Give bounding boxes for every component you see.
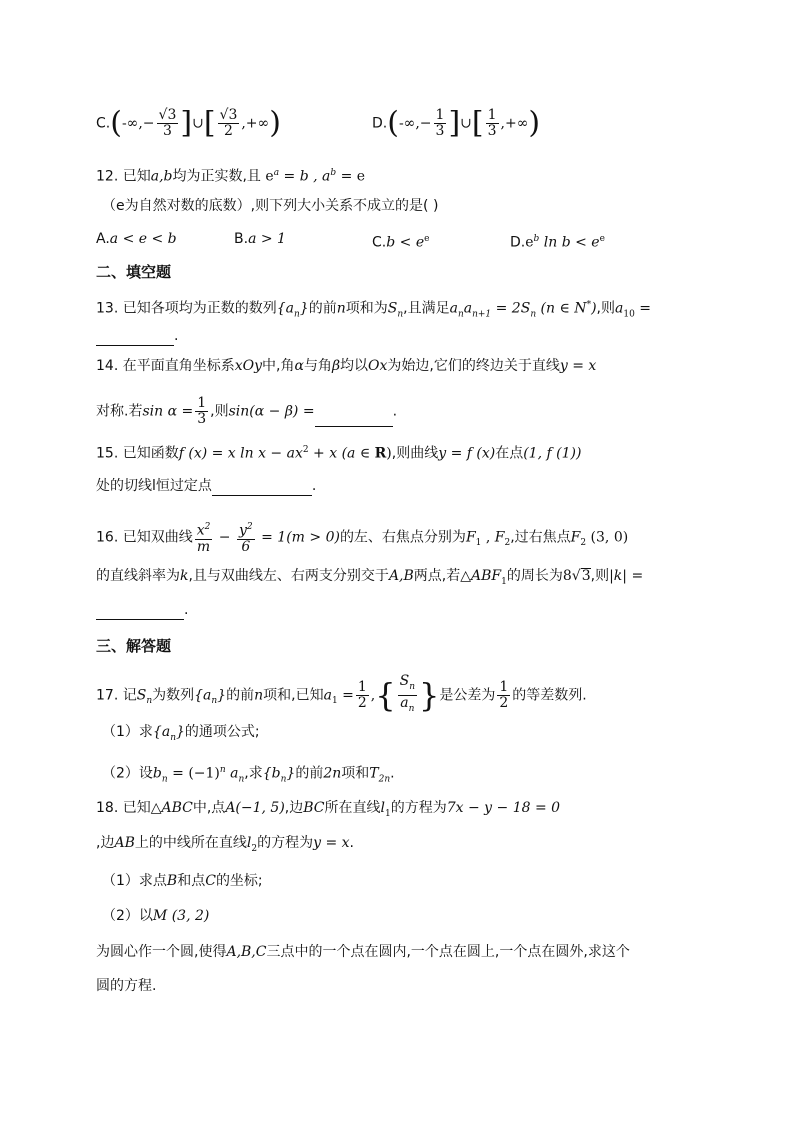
q17-part1 [102, 722, 260, 748]
numerator: 1 [357, 678, 367, 695]
math-text: A(−1, 5) [225, 800, 285, 816]
math-var: xOy [234, 358, 263, 374]
denominator: 3 [162, 123, 172, 139]
question-text: 已知 [122, 168, 151, 185]
fraction [195, 396, 208, 427]
question-text: ,过右焦点 [510, 529, 571, 546]
question-text: 已知函数 [122, 445, 179, 462]
question-text: 两点,若 [413, 568, 461, 584]
q12-option-a [96, 229, 177, 249]
math-text: {a [194, 687, 212, 704]
numerator [195, 520, 213, 540]
question-number: 16. [96, 529, 119, 546]
punct: . [390, 765, 395, 782]
math-sub: n [170, 732, 176, 743]
question-text: 和点 [177, 873, 206, 889]
radicand: 3 [581, 568, 591, 584]
question-text: （2）设 [102, 765, 153, 782]
question-text: ,则 [590, 568, 610, 584]
numerator: 1 [435, 107, 445, 123]
q12-option-d [510, 229, 605, 253]
math-sup: 2 [302, 445, 309, 455]
math-var: a [614, 300, 624, 317]
denominator: 2 [499, 694, 509, 711]
question-text: ,边 [284, 800, 304, 816]
math-sup: a [273, 168, 280, 178]
math-sub: 10 [623, 309, 635, 320]
math-sub: 2 [580, 538, 587, 549]
answer-blank[interactable] [315, 412, 393, 427]
denominator: 3 [435, 123, 445, 139]
question-text: 已知双曲线 [122, 529, 193, 546]
math-var: S [387, 300, 398, 317]
answer-blank[interactable] [212, 481, 312, 496]
math-text: a < e < b [109, 231, 177, 247]
q11-option-c [96, 105, 281, 141]
math-var: 2n [323, 765, 342, 782]
sqrt: √3 [571, 568, 591, 584]
math-text: △ABF [460, 568, 502, 584]
question-text: 的前 [295, 765, 324, 782]
question-text: 均为正实数,且 [172, 168, 261, 185]
left-bracket: [ [471, 105, 484, 141]
math-var: AB [114, 835, 135, 851]
math-text: a [317, 168, 331, 185]
math-text: M (3, 2) [152, 908, 210, 924]
math-sub: n [211, 696, 218, 707]
left-bracket: [ [203, 105, 216, 141]
math-text: = e [336, 168, 366, 185]
q17-part2 [102, 760, 395, 789]
math-sup: b [533, 234, 540, 244]
math-text: sin(α − β) = [228, 403, 315, 420]
punct: . [311, 478, 317, 494]
math-var: b [152, 765, 162, 782]
math-text: − [419, 115, 432, 132]
math-text: |k| = [609, 568, 644, 584]
math-var: F [570, 529, 581, 546]
math-text: {b [262, 765, 281, 782]
q14-stem [96, 356, 596, 376]
math-sup: 2 [204, 522, 211, 532]
question-text: 三点中的一个点在圆内,一个点在圆上,一个点在圆外,求这个 [266, 944, 630, 960]
denominator [398, 696, 416, 717]
q12-option-b [234, 229, 286, 249]
math-sub: n [530, 309, 537, 320]
math-var: β [331, 358, 341, 374]
math-var: S [136, 687, 147, 704]
q18-part2-line3: 圆的方程. [96, 978, 157, 994]
q16-stem [96, 520, 628, 555]
math-var: a [400, 694, 409, 711]
question-text: 在点 [495, 445, 524, 462]
math-text: + x (a ∈ [308, 445, 375, 462]
question-text: 项和,已知 [263, 687, 324, 704]
math-sub: n [293, 309, 300, 320]
question-text: ,且与双曲线左、右两支分别交于 [188, 568, 389, 584]
math-sub: n [238, 774, 245, 785]
q11-option-d [372, 105, 541, 141]
option-label: B. [234, 231, 249, 247]
math-text: e [525, 234, 534, 251]
math-var: a,b [150, 168, 173, 185]
q16-answer-line [96, 600, 188, 620]
math-text: ) [386, 445, 392, 462]
section-heading-solve: 三、解答题 [96, 637, 172, 655]
question-text: 项和 [341, 765, 370, 782]
math-text: a [449, 300, 458, 317]
math-text: -∞, [398, 115, 420, 132]
math-sup: b [330, 168, 337, 178]
math-text: (3, 0) [586, 529, 629, 546]
math-sub: 1 [385, 808, 391, 819]
math-text: = [634, 300, 651, 317]
option-label: D. [510, 234, 526, 251]
math-var: y [239, 522, 247, 539]
math-var: F [494, 529, 505, 546]
math-var: A,B,C [226, 944, 267, 960]
math-var: l [380, 800, 385, 816]
answer-blank[interactable] [96, 605, 184, 620]
union-symbol: ∪ [192, 115, 204, 132]
math-text: y = x [559, 358, 597, 374]
math-text: b < e [386, 234, 425, 251]
math-var: n [254, 687, 264, 704]
math-sup: n [219, 765, 226, 775]
question-text: 的左、右焦点分别为 [339, 529, 466, 546]
question-text: 已知各项均为正数的数列 [122, 300, 277, 317]
math-text: ,+∞ [241, 115, 270, 132]
math-text: (n ∈ N [536, 300, 587, 317]
math-var: l [246, 835, 252, 851]
question-text: ,则曲线 [391, 445, 439, 462]
math-text: = (−1) [167, 765, 220, 782]
math-var: α [294, 358, 304, 374]
question-text: 的通项公式; [184, 724, 260, 740]
math-text: (1, f (1)) [523, 445, 582, 462]
math-sub: 1 [331, 696, 338, 707]
math-text: , [481, 529, 495, 546]
numerator: 1 [197, 395, 207, 411]
fraction [486, 108, 499, 139]
denominator: 2 [357, 694, 367, 711]
math-sup: e [599, 234, 605, 244]
math-text: } [286, 765, 296, 782]
fraction [497, 680, 510, 711]
math-text: , [370, 687, 376, 704]
punct: . [392, 403, 398, 420]
math-sup: * [586, 300, 592, 310]
question-text: 处的切线l恒过定点 [96, 478, 212, 494]
math-text: a [463, 300, 473, 317]
numerator: √3 [158, 107, 177, 123]
q18-stem [96, 798, 560, 824]
question-number: 17. [96, 687, 119, 704]
math-text: } [299, 300, 309, 317]
math-text: -∞, [121, 115, 143, 132]
q12-stem [96, 163, 365, 187]
math-var: BC [303, 800, 325, 816]
math-var: Ox [368, 358, 388, 374]
math-var: T [369, 765, 379, 782]
math-sub: n [146, 696, 153, 707]
q13-stem [96, 295, 651, 324]
punct: . [184, 602, 189, 618]
question-text: 的方程为 [257, 835, 314, 851]
fraction [398, 674, 417, 717]
question-text: 的方程为 [390, 800, 447, 816]
math-sub: n [397, 309, 404, 320]
q14-line2 [96, 396, 397, 427]
math-text: 8 [562, 568, 572, 584]
question-number: 14. [96, 358, 119, 374]
punct: . [349, 835, 354, 851]
section-heading-fill-in: 二、填空题 [96, 263, 172, 281]
question-number: 18. [96, 800, 119, 816]
q18-line2 [96, 833, 354, 859]
math-var: k [180, 568, 189, 584]
option-label: C. [96, 115, 111, 132]
right-brace: } [418, 676, 440, 715]
answer-blank[interactable] [96, 331, 174, 346]
question-text: 对称.若 [96, 403, 143, 420]
question-number: 13. [96, 300, 119, 317]
question-text: 的等差数列. [512, 687, 587, 704]
q12-option-c [372, 229, 429, 253]
right-bracket: ] [448, 105, 461, 141]
question-text: 的前 [308, 300, 337, 317]
math-var: x [196, 522, 205, 539]
question-text: 均以 [340, 358, 369, 374]
question-text: ,边 [96, 835, 115, 851]
math-text: △ABC [150, 800, 193, 816]
math-text: e [265, 168, 274, 185]
math-sup: 2 [246, 522, 253, 532]
math-text: ) [591, 300, 597, 317]
question-text: ,求 [244, 765, 263, 782]
question-text: 在平面直角坐标系 [122, 358, 235, 374]
math-var: C [205, 873, 216, 889]
math-var: S [399, 673, 410, 689]
q12-line2: （e为自然对数的底数）,则下列大小关系不成立的是( ) [102, 198, 439, 214]
question-text: 是公差为 [439, 687, 496, 704]
question-text: （1）求点 [102, 873, 167, 889]
question-text: （1）求 [102, 724, 153, 740]
math-text: R [374, 445, 387, 462]
math-sub: n [409, 681, 415, 692]
math-sub: 1 [475, 538, 482, 549]
denominator: m [196, 538, 211, 555]
denominator: 2 [223, 123, 233, 139]
math-var: a [225, 765, 239, 782]
math-sub: n [457, 309, 464, 320]
math-text: f (x) = x ln x − ax [178, 445, 303, 462]
question-text: 记 [122, 687, 137, 704]
q18-part2 [102, 906, 209, 926]
question-text: 的周长为 [506, 568, 563, 584]
math-var: A,B [388, 568, 414, 584]
union-symbol: ∪ [460, 115, 472, 132]
numerator: 1 [499, 678, 509, 695]
fraction [195, 520, 213, 555]
right-paren: ) [528, 105, 541, 141]
punct: . [174, 328, 179, 344]
math-sub: 2 [504, 538, 511, 549]
math-text: ln b < e [539, 234, 600, 251]
math-sub: n [408, 703, 415, 714]
math-var: B [166, 873, 178, 889]
option-label: C. [372, 234, 387, 251]
q13-answer-line [96, 326, 178, 346]
math-var: n [336, 300, 346, 317]
denominator: 3 [487, 123, 497, 139]
left-paren: ( [110, 105, 122, 141]
question-text: ,则 [596, 300, 615, 317]
math-text: 7x − y − 18 = 0 [446, 800, 561, 816]
question-text: 的前 [226, 687, 255, 704]
numerator [398, 674, 417, 696]
fraction [356, 680, 369, 711]
question-text: 已知 [122, 800, 151, 816]
math-text: − [214, 529, 235, 546]
math-text: = 2S [491, 300, 531, 317]
question-text: 的直线斜率为 [96, 568, 180, 584]
question-number: 15. [96, 445, 119, 462]
math-sub: n [280, 774, 287, 785]
math-var: a [323, 687, 332, 704]
fraction [434, 108, 447, 139]
math-text: a > 1 [248, 231, 286, 247]
math-text: = [337, 687, 354, 704]
q18-part1 [102, 871, 263, 891]
math-text: = 1(m > 0) [256, 529, 340, 546]
question-text: （2）以 [102, 908, 153, 924]
math-text: } [217, 687, 227, 704]
math-text: } [175, 724, 185, 740]
math-sub: n+1 [472, 309, 492, 320]
math-text: sin α = [142, 403, 194, 420]
denominator: 6 [241, 538, 251, 555]
math-text: ,+∞ [500, 115, 529, 132]
fraction [237, 520, 255, 555]
q15-line2 [96, 476, 316, 496]
option-label: D. [372, 115, 388, 132]
q17-stem [96, 674, 587, 717]
q18-part2-line2 [96, 942, 630, 962]
left-brace: { [375, 676, 396, 715]
right-paren: ) [269, 105, 281, 141]
math-sub: 2 [251, 843, 258, 854]
question-text: 中,点 [192, 800, 226, 816]
numerator [237, 520, 255, 540]
math-text: {a [152, 724, 171, 740]
right-bracket: ] [180, 105, 193, 141]
q16-line2 [96, 566, 643, 592]
question-text: 为数列 [152, 687, 195, 704]
math-sub: n [161, 774, 168, 785]
question-text: 为始边,它们的终边关于直线 [387, 358, 560, 374]
question-text: ,且满足 [403, 300, 450, 317]
math-sup: e [424, 234, 430, 244]
numerator: √3 [219, 107, 238, 123]
math-text: y = f (x) [438, 445, 496, 462]
numerator: 1 [487, 107, 497, 123]
math-sub: 1 [501, 576, 507, 587]
math-text: = b , [279, 168, 318, 185]
q15-stem [96, 440, 581, 464]
denominator: 3 [197, 411, 207, 427]
question-text: 为圆心作一个圆,使得 [96, 944, 227, 960]
option-label: A. [96, 231, 110, 247]
fraction [218, 108, 240, 139]
question-text: 的坐标; [215, 873, 263, 889]
question-number: 12. [96, 168, 119, 185]
question-text: 与角 [303, 358, 332, 374]
question-text: 所在直线 [324, 800, 381, 816]
question-text: 上的中线所在直线 [134, 835, 247, 851]
math-text: − [142, 115, 155, 132]
math-text: {a [276, 300, 294, 317]
question-text: ,则 [210, 403, 229, 420]
fraction [157, 108, 179, 139]
math-sub: 2n [378, 774, 391, 785]
math-var: F [465, 529, 476, 546]
left-paren: ( [387, 105, 399, 141]
question-text: 项和为 [345, 300, 388, 317]
math-text: y = x [313, 835, 350, 851]
question-text: 中,角 [262, 358, 295, 374]
